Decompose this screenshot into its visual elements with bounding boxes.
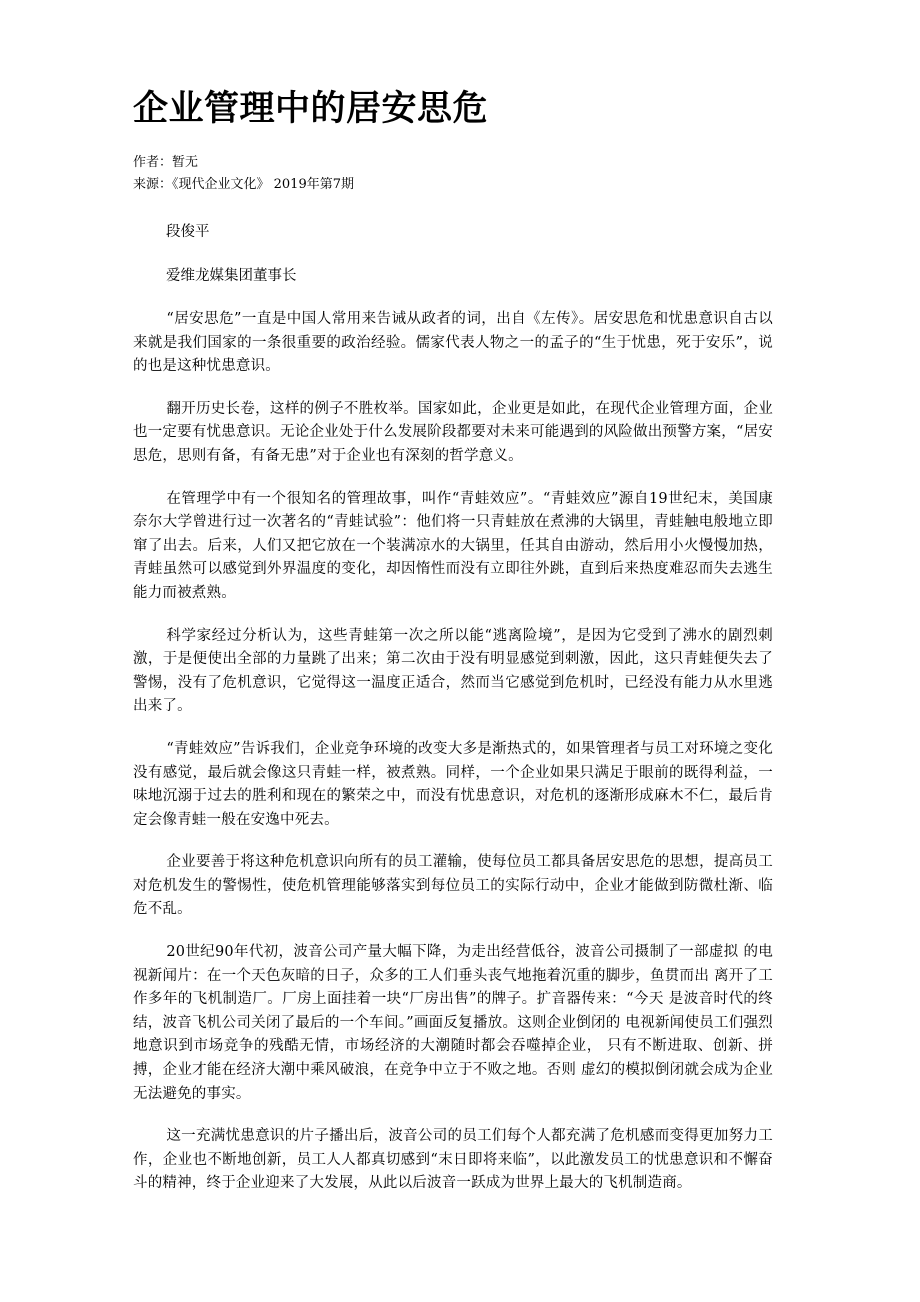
byline-name: 段俊平 — [166, 224, 210, 240]
paragraph: “青蛙效应”告诉我们，企业竞争环境的改变大多是渐热式的，如果管理者与员工对环境之变化没有感觉，最后就会像这只青蛙一样，被煮熟。同样，一个企业如果只满足于眼前的既得利益，一味地沉溺于过去的胜利和现在的繁荣之中，而没有忧患意识，对危机的逐渐形成麻木不仁，最后肯定会像青蛙一般在安逸中死去。 — [133, 740, 773, 828]
paragraph: 科学家经过分析认为，这些青蛙第一次之所以能“逃离险境”，是因为它受到了沸水的剧烈刺激，于是便使出全部的力量跳了出来；第二次由于没有明显感觉到刺激，因此，这只青蛙便失去了警惕，没有了危机意识，它觉得这一温度正适合，然而当它感觉到危机时，已经没有能力从水里逃出来了。 — [133, 627, 773, 715]
byline — [133, 220, 773, 288]
paragraph: 翻开历史长卷，这样的例子不胜枚举。国家如此，企业更是如此，在现代企业管理方面，企业也一定要有忧患意识。无论企业处于什么发展阶段都要对未来可能遇到的风险做出预警方案，“居安思危，思则有备，有备无患”对于企业也有深刻的哲学意义。 — [133, 400, 773, 464]
article-body — [133, 308, 773, 1196]
paragraph: 这一充满忧患意识的片子播出后，波音公司的员工们每个人都充满了危机感而变得更加努力工作，企业也不断地创新，员工人人都真切感到“末日即将来临”，以此激发员工的忧患意识和不懈奋斗的精神，终于企业迎来了大发展，从此以后波音一跃成为世界上最大的飞机制造商。 — [133, 1128, 773, 1192]
paragraph: 20世纪90年代初，波音公司产量大幅下降，为走出经营低谷，波音公司摄制了一部虚拟 的电视新闻片：在一个天色灰暗的日子，众多的工人们垂头丧气地拖着沉重的脚步，鱼贯而出 离开了工作多年的飞机制造厂。厂房上面挂着一块“厂房出售”的牌子。扩音器传来：“今天 是波音时代的终结，波音飞机公司关闭了最后的一个车间。”画面反复播放。这则企业倒闭的 电视新闻使员工们强烈地意识到市场竞争的残酷无情，市场经济的大潮随时都会吞噬掉企业， 只有不断进取、创新、拼搏，企业才能在经济大潮中乘风破浪，在竞争中立于不败之地。否则 虚幻的模拟倒闭就会成为企业无法避免的事实。 — [133, 944, 773, 1102]
article-meta — [133, 152, 773, 196]
paragraph: 在管理学中有一个很知名的管理故事，叫作“青蛙效应”。“青蛙效应”源自19世纪末，美国康奈尔大学曾进行过一次著名的“青蛙试验”：他们将一只青蛙放在煮沸的大锅里，青蛙触电般地立即窜了出去。后来，人们又把它放在一个装满凉水的大锅里，任其自由游动，然后用小火慢慢加热，青蛙虽然可以感觉到外界温度的变化，却因惰性而没有立即往外跳，直到后来热度难忍而失去逃生能力而被煮熟。 — [133, 490, 773, 601]
author-line: 作者：暂无 — [133, 155, 199, 170]
article — [133, 84, 773, 1215]
paragraph: “居安思危”一直是中国人常用来告诫从政者的词，出自《左传》。居安思危和忧患意识自古以来就是我们国家的一条很重要的政治经验。儒家代表人物之一的孟子的“生于忧患，死于安乐”，说的也是这种忧患意识。 — [133, 311, 773, 375]
byline-position: 爱维龙媒集团董事长 — [166, 268, 297, 284]
source-line: 来源：《现代企业文化》 2019年第7期 — [133, 177, 354, 192]
paragraph: 企业要善于将这种危机意识向所有的员工灌输，使每位员工都具备居安思危的思想，提高员工对危机发生的警惕性，使危机管理能够落实到每位员工的实际行动中，企业才能做到防微杜渐、临危不乱。 — [133, 854, 773, 918]
article-title: 企业管理中的居安思危 — [133, 88, 489, 129]
